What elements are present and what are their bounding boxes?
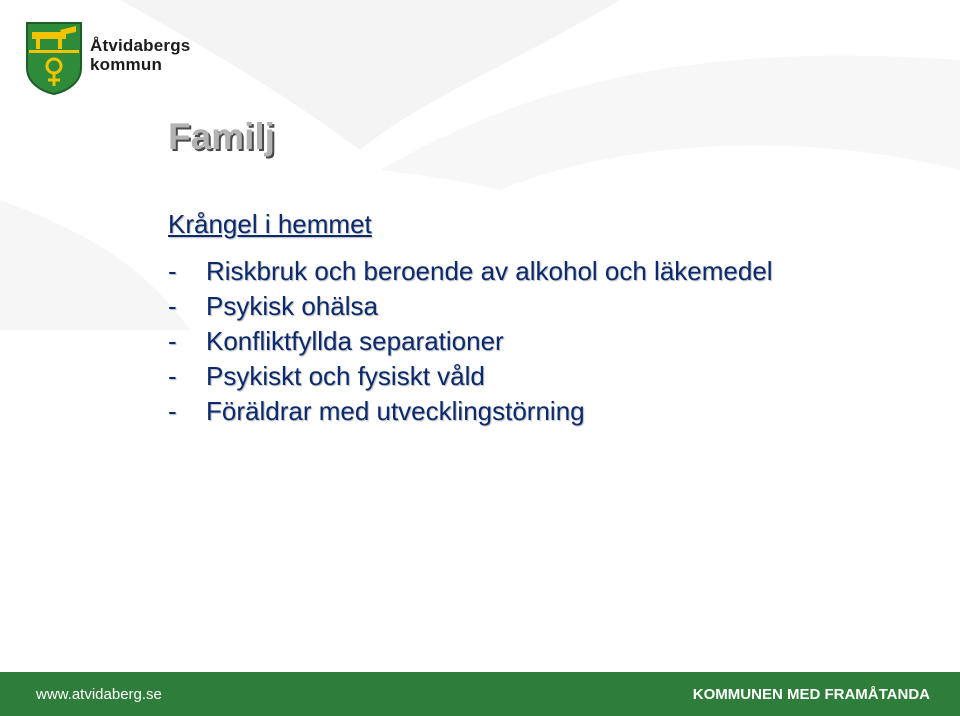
slide-subtitle: Krångel i hemmet xyxy=(168,209,372,239)
brand-subname: kommun xyxy=(90,55,163,74)
bullet-item xyxy=(168,325,908,357)
kommun-logo[interactable] xyxy=(24,20,204,96)
bullet-dash: - xyxy=(168,396,177,426)
brand-name: Åtvidabergs xyxy=(90,36,191,55)
bullet-list xyxy=(168,255,908,430)
bullet-dash: - xyxy=(168,256,177,286)
bullet-item xyxy=(168,255,908,287)
footer-slogan: KOMMUNEN MED FRAMÅTANDA xyxy=(692,686,930,703)
bullet-dash: - xyxy=(168,326,177,356)
coat-of-arms-icon xyxy=(24,20,84,96)
bullet-text: Föräldrar med utvecklingstörning xyxy=(206,396,585,426)
bullet-dash: - xyxy=(168,291,177,321)
website-link[interactable]: www.atvidaberg.se xyxy=(36,686,162,703)
bullet-text: Konfliktfyllda separationer xyxy=(206,326,504,356)
bullet-dash: - xyxy=(168,361,177,391)
bullet-item xyxy=(168,395,908,427)
bullet-item xyxy=(168,290,908,322)
bullet-text: Psykisk ohälsa xyxy=(206,291,378,321)
bullet-item xyxy=(168,360,908,392)
footer-bar xyxy=(0,672,960,716)
bullet-text: Psykiskt och fysiskt våld xyxy=(206,361,485,391)
bullet-text: Riskbruk och beroende av alkohol och läkemedel xyxy=(206,256,773,286)
slide-title: Familj xyxy=(168,116,275,157)
